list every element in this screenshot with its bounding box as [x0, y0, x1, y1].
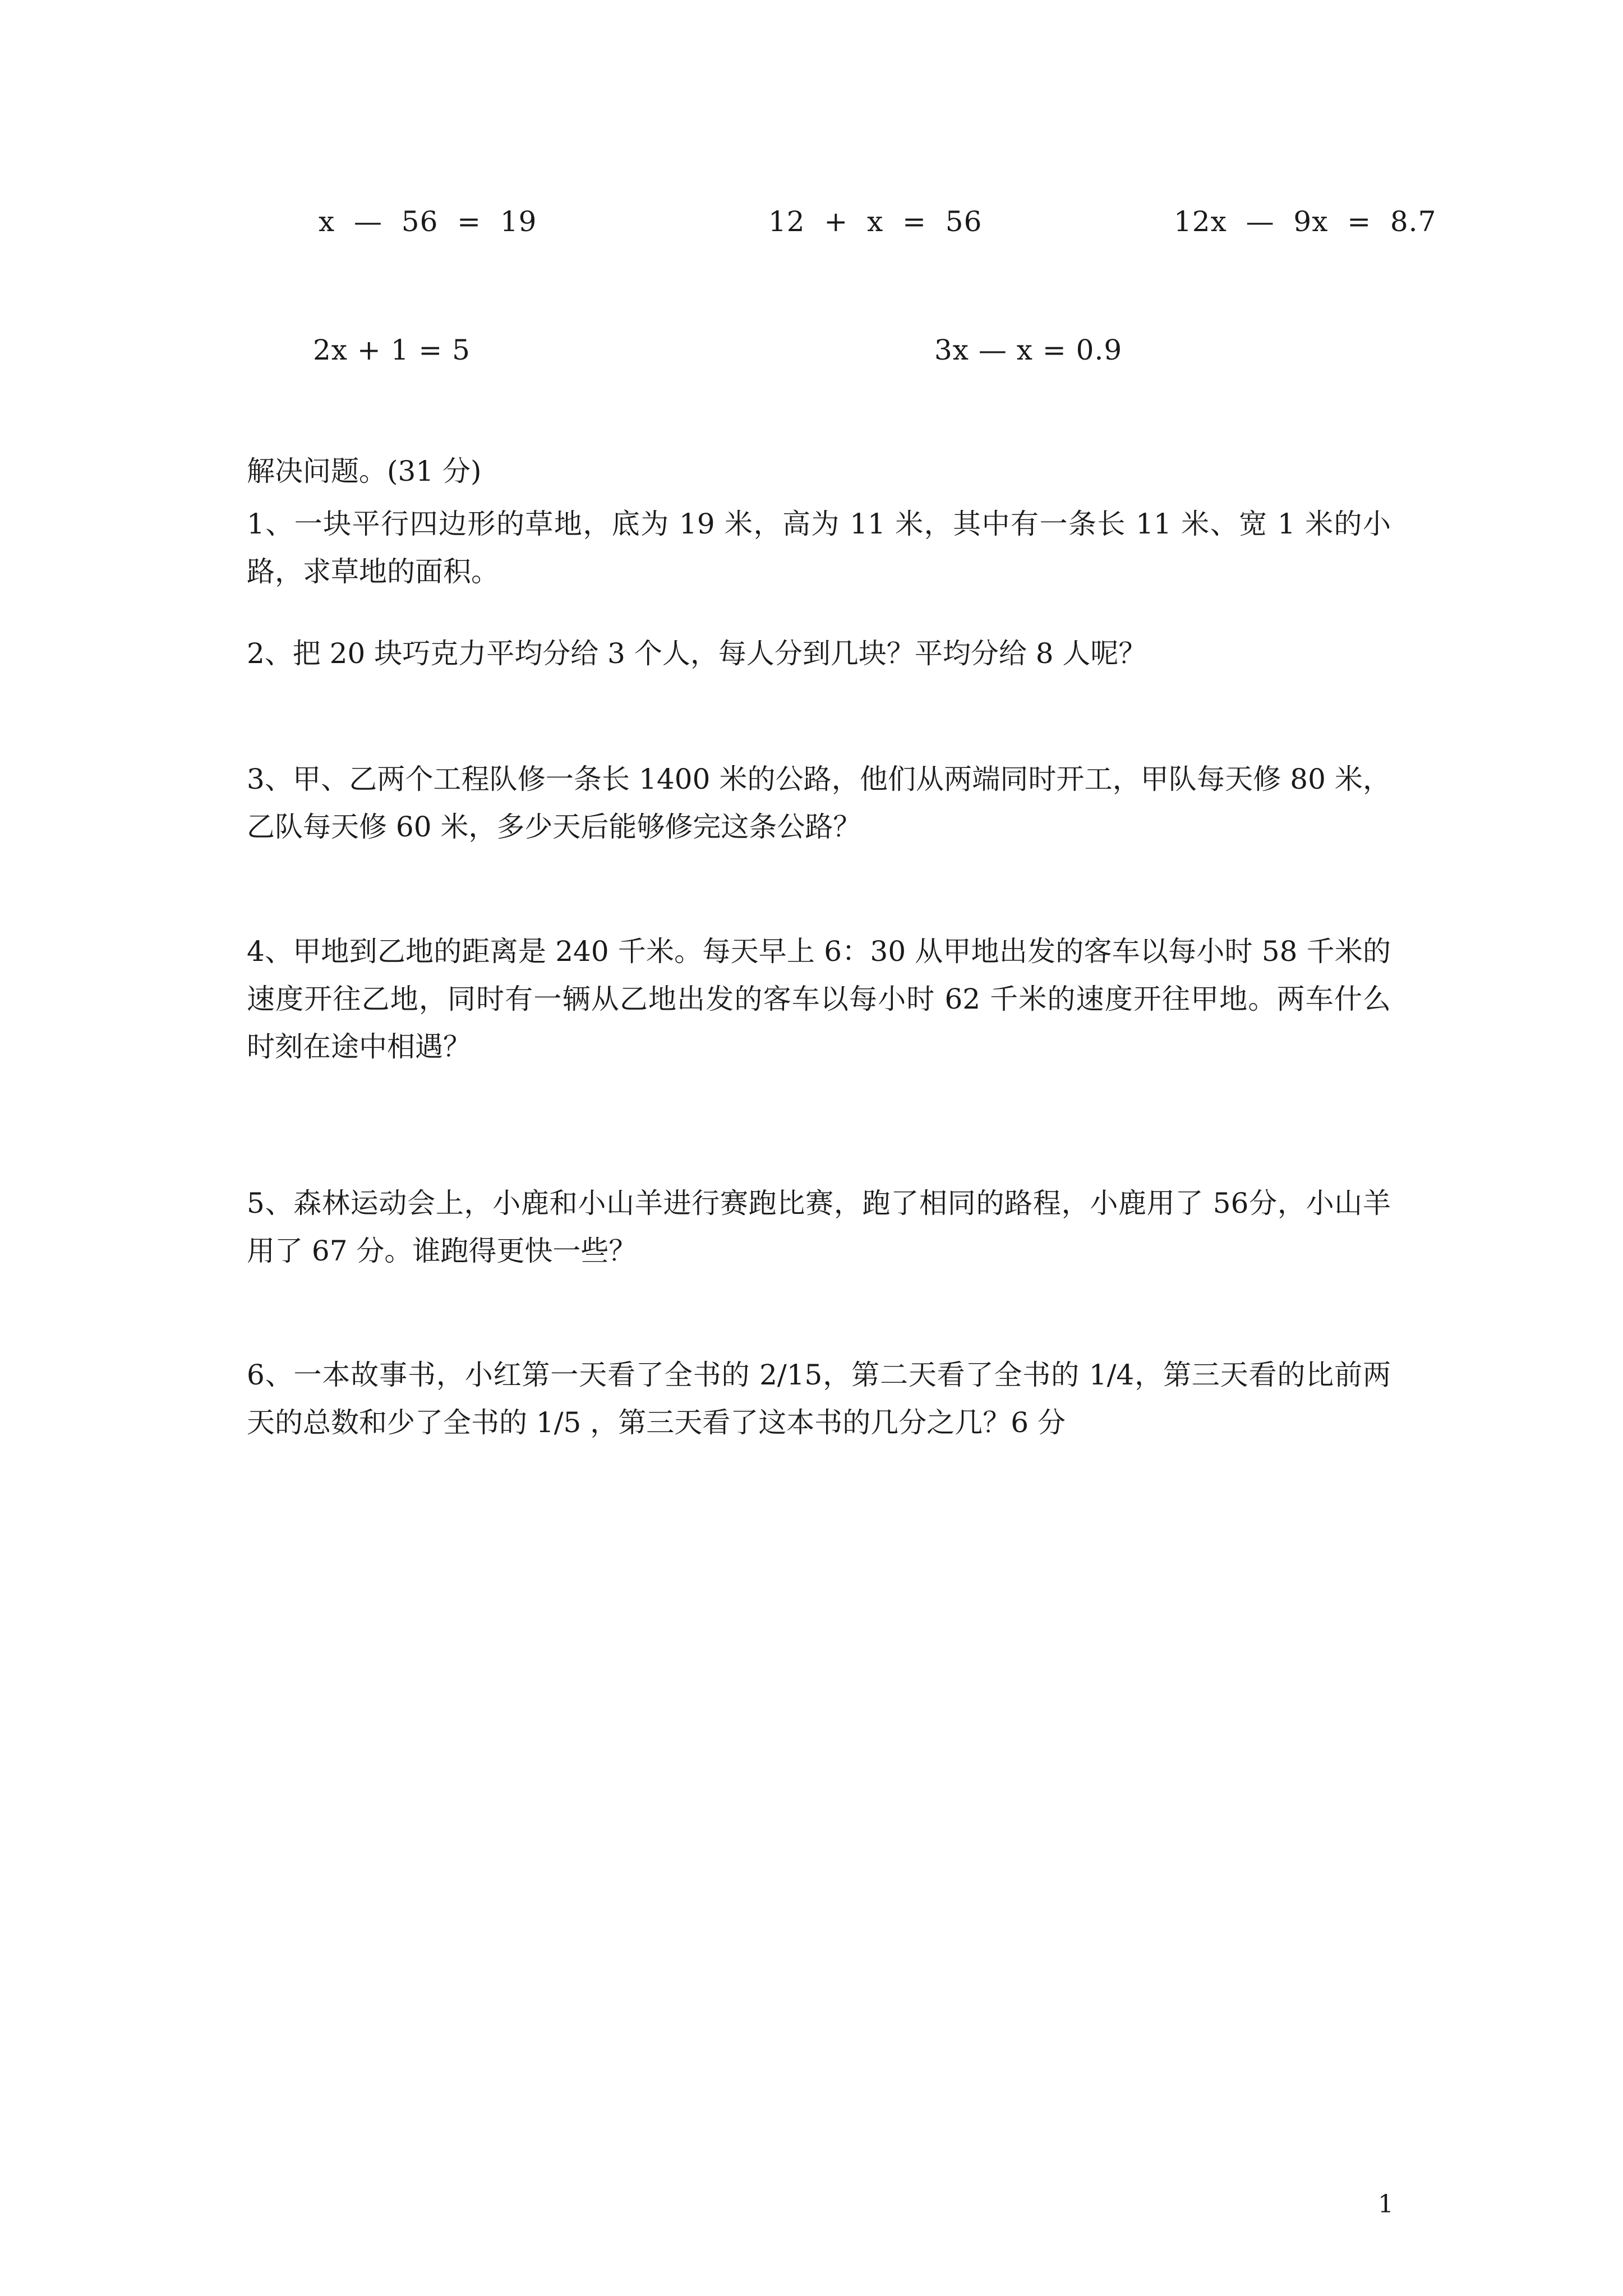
- problem-2: 2、把 20 块巧克力平均分给 3 个人，每人分到几块？平均分给 8 人呢？: [247, 637, 1147, 670]
- problem-4: 4、甲地到乙地的距离是 240 千米。每天早上 6：30 从甲地出发的客车以每小时 58 千米的速度开往乙地，同时有一辆从乙地出发的客车以每小时 62 千米的速度开往甲地。两车什么时刻在途中相遇？: [247, 935, 1391, 1063]
- equation-4: 2x + 1 = 5: [313, 334, 471, 366]
- section-title: 解决问题。(31 分): [247, 455, 482, 487]
- page-number: 1: [1378, 2190, 1394, 2219]
- equation-2: 12 + x = 56: [768, 205, 983, 238]
- problem-6: 6、一本故事书，小红第一天看了全书的 2/15，第二天看了全书的 1/4，第三天看的比前两天的总数和少了全书的 1/5 ，第三天看了这本书的几分之几？6 分: [247, 1359, 1391, 1439]
- problem-1: 1、一块平行四边形的草地，底为 19 米，高为 11 米，其中有一条长 11 米、宽 1 米的小路，求草地的面积。: [247, 508, 1391, 588]
- problem-5: 5、森林运动会上，小鹿和小山羊进行赛跑比赛，跑了相同的路程，小鹿用了 56分，小山羊用了 67 分。谁跑得更快一些？: [247, 1187, 1391, 1267]
- equation-1: x — 56 = 19: [319, 205, 537, 238]
- equation-3: 12x — 9x = 8.7: [1174, 205, 1437, 238]
- equation-5: 3x — x = 0.9: [934, 334, 1123, 366]
- problem-3: 3、甲、乙两个工程队修一条长 1400 米的公路，他们从两端同时开工，甲队每天修 80 米，乙队每天修 60 米，多少天后能够修完这条公路？: [247, 763, 1391, 843]
